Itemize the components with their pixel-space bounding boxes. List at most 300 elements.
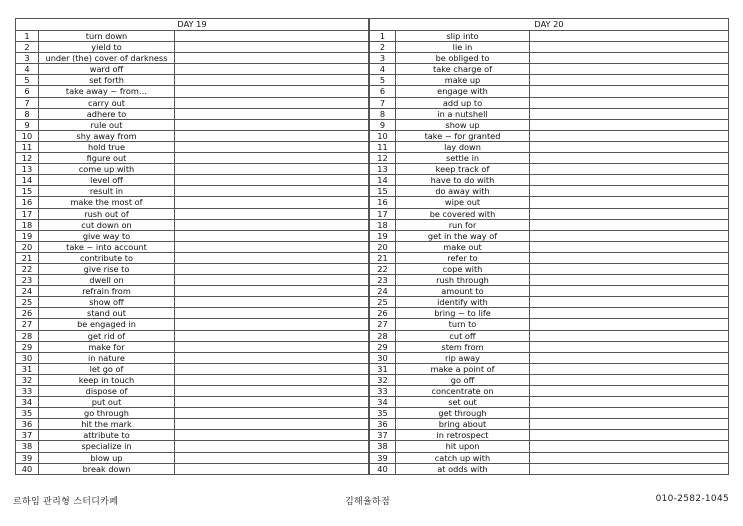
row-number: 20 bbox=[370, 241, 396, 252]
meaning-blank-cell[interactable] bbox=[175, 42, 369, 53]
meaning-blank-cell[interactable] bbox=[530, 42, 729, 53]
row-number: 12 bbox=[16, 153, 39, 164]
table-row bbox=[370, 341, 729, 352]
meaning-blank-cell[interactable] bbox=[175, 208, 369, 219]
table-row bbox=[16, 64, 369, 75]
meaning-blank-cell[interactable] bbox=[175, 286, 369, 297]
phrase-cell: show off bbox=[39, 297, 175, 308]
meaning-blank-cell[interactable] bbox=[175, 341, 369, 352]
row-number: 2 bbox=[16, 42, 39, 53]
meaning-blank-cell[interactable] bbox=[530, 141, 729, 152]
table-row bbox=[370, 197, 729, 208]
meaning-blank-cell[interactable] bbox=[530, 419, 729, 430]
row-number: 39 bbox=[370, 452, 396, 463]
table-row bbox=[16, 308, 369, 319]
table-row bbox=[370, 452, 729, 463]
row-number: 1 bbox=[16, 31, 39, 42]
meaning-blank-cell[interactable] bbox=[530, 341, 729, 352]
meaning-blank-cell[interactable] bbox=[530, 297, 729, 308]
meaning-blank-cell[interactable] bbox=[530, 308, 729, 319]
meaning-blank-cell[interactable] bbox=[530, 430, 729, 441]
table-row bbox=[370, 53, 729, 64]
table-row bbox=[370, 175, 729, 186]
meaning-blank-cell[interactable] bbox=[175, 53, 369, 64]
row-number: 36 bbox=[370, 419, 396, 430]
row-number: 15 bbox=[370, 186, 396, 197]
table-row bbox=[370, 397, 729, 408]
phrase-cell: bring ~ to life bbox=[396, 308, 530, 319]
phrase-cell: turn to bbox=[396, 319, 530, 330]
phrase-cell: be covered with bbox=[396, 208, 530, 219]
phrase-cell: get rid of bbox=[39, 330, 175, 341]
meaning-blank-cell[interactable] bbox=[175, 363, 369, 374]
day19-table bbox=[15, 18, 369, 475]
meaning-blank-cell[interactable] bbox=[530, 463, 729, 474]
meaning-blank-cell[interactable] bbox=[175, 452, 369, 463]
table-row bbox=[370, 186, 729, 197]
meaning-blank-cell[interactable] bbox=[175, 175, 369, 186]
row-number: 20 bbox=[16, 241, 39, 252]
meaning-blank-cell[interactable] bbox=[175, 31, 369, 42]
row-number: 13 bbox=[16, 164, 39, 175]
meaning-blank-cell[interactable] bbox=[530, 363, 729, 374]
meaning-blank-cell[interactable] bbox=[175, 430, 369, 441]
meaning-blank-cell[interactable] bbox=[175, 230, 369, 241]
meaning-blank-cell[interactable] bbox=[175, 408, 369, 419]
table-row bbox=[16, 408, 369, 419]
meaning-blank-cell[interactable] bbox=[175, 297, 369, 308]
meaning-blank-cell[interactable] bbox=[530, 75, 729, 86]
row-number: 1 bbox=[370, 31, 396, 42]
row-number: 27 bbox=[370, 319, 396, 330]
phrase-cell: keep in touch bbox=[39, 374, 175, 385]
phrase-cell: make out bbox=[396, 241, 530, 252]
table-row bbox=[16, 230, 369, 241]
table-row bbox=[16, 219, 369, 230]
phrase-cell: shy away from bbox=[39, 130, 175, 141]
table-row bbox=[370, 463, 729, 474]
phrase-cell: give rise to bbox=[39, 263, 175, 274]
row-number: 39 bbox=[16, 452, 39, 463]
meaning-blank-cell[interactable] bbox=[530, 219, 729, 230]
row-number: 28 bbox=[370, 330, 396, 341]
row-number: 15 bbox=[16, 186, 39, 197]
meaning-blank-cell[interactable] bbox=[530, 386, 729, 397]
table-row bbox=[16, 341, 369, 352]
phrase-cell: have to do with bbox=[396, 175, 530, 186]
table-row bbox=[370, 208, 729, 219]
row-number: 24 bbox=[370, 286, 396, 297]
meaning-blank-cell[interactable] bbox=[530, 64, 729, 75]
table-row bbox=[370, 297, 729, 308]
row-number: 28 bbox=[16, 330, 39, 341]
meaning-blank-cell[interactable] bbox=[530, 275, 729, 286]
phrase-cell: add up to bbox=[396, 97, 530, 108]
row-number: 7 bbox=[370, 97, 396, 108]
table-row bbox=[370, 419, 729, 430]
table-row bbox=[370, 31, 729, 42]
meaning-blank-cell[interactable] bbox=[175, 263, 369, 274]
table-row bbox=[16, 75, 369, 86]
row-number: 27 bbox=[16, 319, 39, 330]
phrase-cell: cope with bbox=[396, 263, 530, 274]
phrase-cell: let go of bbox=[39, 363, 175, 374]
table-row bbox=[16, 397, 369, 408]
table-row bbox=[370, 141, 729, 152]
meaning-blank-cell[interactable] bbox=[530, 330, 729, 341]
row-number: 37 bbox=[370, 430, 396, 441]
table-row bbox=[16, 363, 369, 374]
phrase-cell: stand out bbox=[39, 308, 175, 319]
row-number: 14 bbox=[16, 175, 39, 186]
row-number: 13 bbox=[370, 164, 396, 175]
row-number: 11 bbox=[370, 141, 396, 152]
row-number: 33 bbox=[370, 386, 396, 397]
meaning-blank-cell[interactable] bbox=[530, 31, 729, 42]
phrase-cell: take away ~ from… bbox=[39, 86, 175, 97]
meaning-blank-cell[interactable] bbox=[175, 275, 369, 286]
phrase-cell: turn down bbox=[39, 31, 175, 42]
phrase-cell: adhere to bbox=[39, 108, 175, 119]
meaning-blank-cell[interactable] bbox=[530, 208, 729, 219]
meaning-blank-cell[interactable] bbox=[175, 141, 369, 152]
phrase-cell: go through bbox=[39, 408, 175, 419]
meaning-blank-cell[interactable] bbox=[530, 130, 729, 141]
table-row bbox=[16, 97, 369, 108]
table-row bbox=[370, 286, 729, 297]
row-number: 31 bbox=[16, 363, 39, 374]
row-number: 5 bbox=[370, 75, 396, 86]
row-number: 23 bbox=[370, 275, 396, 286]
row-number: 7 bbox=[16, 97, 39, 108]
phrase-cell: refer to bbox=[396, 252, 530, 263]
row-number: 6 bbox=[16, 86, 39, 97]
phrase-cell: attribute to bbox=[39, 430, 175, 441]
meaning-blank-cell[interactable] bbox=[530, 286, 729, 297]
meaning-blank-cell[interactable] bbox=[175, 419, 369, 430]
row-number: 19 bbox=[16, 230, 39, 241]
table-row bbox=[16, 374, 369, 385]
table-row bbox=[16, 197, 369, 208]
table-row bbox=[16, 186, 369, 197]
row-number: 18 bbox=[370, 219, 396, 230]
row-number: 21 bbox=[370, 252, 396, 263]
phrase-cell: in nature bbox=[39, 352, 175, 363]
meaning-blank-cell[interactable] bbox=[530, 230, 729, 241]
phrase-cell: go off bbox=[396, 374, 530, 385]
day20-title: DAY 20 bbox=[370, 19, 729, 31]
meaning-blank-cell[interactable] bbox=[175, 252, 369, 263]
table-row bbox=[370, 130, 729, 141]
table-row bbox=[16, 141, 369, 152]
row-number: 17 bbox=[370, 208, 396, 219]
table-row bbox=[370, 441, 729, 452]
day19-rows bbox=[16, 31, 369, 475]
row-number: 29 bbox=[370, 341, 396, 352]
table-row bbox=[370, 263, 729, 274]
meaning-blank-cell[interactable] bbox=[175, 119, 369, 130]
meaning-blank-cell[interactable] bbox=[175, 164, 369, 175]
meaning-blank-cell[interactable] bbox=[530, 263, 729, 274]
row-number: 8 bbox=[370, 108, 396, 119]
table-row bbox=[370, 108, 729, 119]
phrase-cell: put out bbox=[39, 397, 175, 408]
phrase-cell: contribute to bbox=[39, 252, 175, 263]
row-number: 25 bbox=[16, 297, 39, 308]
meaning-blank-cell[interactable] bbox=[530, 374, 729, 385]
table-row bbox=[370, 42, 729, 53]
table-row bbox=[370, 374, 729, 385]
table-row bbox=[370, 97, 729, 108]
meaning-blank-cell[interactable] bbox=[530, 408, 729, 419]
table-row bbox=[370, 252, 729, 263]
phrase-cell: dwell on bbox=[39, 275, 175, 286]
phrase-cell: make the most of bbox=[39, 197, 175, 208]
row-number: 35 bbox=[370, 408, 396, 419]
phrase-cell: set forth bbox=[39, 75, 175, 86]
phrase-cell: level off bbox=[39, 175, 175, 186]
phrase-cell: yield to bbox=[39, 42, 175, 53]
row-number: 22 bbox=[370, 263, 396, 274]
meaning-blank-cell[interactable] bbox=[175, 86, 369, 97]
table-row bbox=[370, 408, 729, 419]
phrase-cell: amount to bbox=[396, 286, 530, 297]
row-number: 4 bbox=[370, 64, 396, 75]
table-row bbox=[16, 430, 369, 441]
meaning-blank-cell[interactable] bbox=[175, 197, 369, 208]
meaning-blank-cell[interactable] bbox=[530, 397, 729, 408]
row-number: 32 bbox=[370, 374, 396, 385]
phrase-cell: lay down bbox=[396, 141, 530, 152]
meaning-blank-cell[interactable] bbox=[530, 452, 729, 463]
table-row bbox=[16, 419, 369, 430]
row-number: 38 bbox=[16, 441, 39, 452]
meaning-blank-cell[interactable] bbox=[175, 352, 369, 363]
phrase-cell: get through bbox=[396, 408, 530, 419]
row-number: 3 bbox=[370, 53, 396, 64]
phrase-cell: make up bbox=[396, 75, 530, 86]
table-row bbox=[16, 31, 369, 42]
meaning-blank-cell[interactable] bbox=[175, 386, 369, 397]
row-number: 2 bbox=[370, 42, 396, 53]
phrase-cell: engage with bbox=[396, 86, 530, 97]
row-number: 16 bbox=[16, 197, 39, 208]
table-row bbox=[16, 297, 369, 308]
phrase-cell: rush through bbox=[396, 275, 530, 286]
table-row bbox=[16, 108, 369, 119]
table-row bbox=[16, 86, 369, 97]
meaning-blank-cell[interactable] bbox=[530, 53, 729, 64]
table-row bbox=[370, 75, 729, 86]
phrase-cell: take ~ for granted bbox=[396, 130, 530, 141]
row-number: 22 bbox=[16, 263, 39, 274]
meaning-blank-cell[interactable] bbox=[530, 352, 729, 363]
row-number: 6 bbox=[370, 86, 396, 97]
row-number: 9 bbox=[16, 119, 39, 130]
meaning-blank-cell[interactable] bbox=[530, 197, 729, 208]
table-row bbox=[16, 130, 369, 141]
row-number: 16 bbox=[370, 197, 396, 208]
row-number: 5 bbox=[16, 75, 39, 86]
row-number: 19 bbox=[370, 230, 396, 241]
phrase-cell: cut off bbox=[396, 330, 530, 341]
row-number: 30 bbox=[370, 352, 396, 363]
day20-table bbox=[369, 18, 729, 475]
phrase-cell: run for bbox=[396, 219, 530, 230]
phrase-cell: bring about bbox=[396, 419, 530, 430]
meaning-blank-cell[interactable] bbox=[530, 441, 729, 452]
phrase-cell: at odds with bbox=[396, 463, 530, 474]
row-number: 26 bbox=[16, 308, 39, 319]
phrase-cell: catch up with bbox=[396, 452, 530, 463]
row-number: 26 bbox=[370, 308, 396, 319]
meaning-blank-cell[interactable] bbox=[175, 374, 369, 385]
phrase-cell: give way to bbox=[39, 230, 175, 241]
row-number: 32 bbox=[16, 374, 39, 385]
meaning-blank-cell[interactable] bbox=[175, 397, 369, 408]
phrase-cell: keep track of bbox=[396, 164, 530, 175]
table-row bbox=[16, 286, 369, 297]
table-row bbox=[370, 230, 729, 241]
meaning-blank-cell[interactable] bbox=[175, 330, 369, 341]
phrase-cell: stem from bbox=[396, 341, 530, 352]
phrase-cell: dispose of bbox=[39, 386, 175, 397]
meaning-blank-cell[interactable] bbox=[530, 319, 729, 330]
table-row bbox=[16, 153, 369, 164]
phrase-cell: rip away bbox=[396, 352, 530, 363]
phrase-cell: in a nutshell bbox=[396, 108, 530, 119]
phrase-cell: concentrate on bbox=[396, 386, 530, 397]
phrase-cell: in retrospect bbox=[396, 430, 530, 441]
table-row bbox=[16, 53, 369, 64]
table-row bbox=[370, 241, 729, 252]
meaning-blank-cell[interactable] bbox=[175, 463, 369, 474]
phrase-cell: rush out of bbox=[39, 208, 175, 219]
phrase-cell: hold true bbox=[39, 141, 175, 152]
table-row bbox=[370, 308, 729, 319]
table-row bbox=[370, 319, 729, 330]
row-number: 14 bbox=[370, 175, 396, 186]
meaning-blank-cell[interactable] bbox=[530, 119, 729, 130]
meaning-blank-cell[interactable] bbox=[530, 164, 729, 175]
table-row bbox=[370, 219, 729, 230]
table-row bbox=[370, 153, 729, 164]
row-number: 34 bbox=[370, 397, 396, 408]
meaning-blank-cell[interactable] bbox=[530, 241, 729, 252]
table-row bbox=[16, 252, 369, 263]
day20-rows bbox=[370, 31, 729, 475]
phrase-cell: break down bbox=[39, 463, 175, 474]
meaning-blank-cell[interactable] bbox=[175, 108, 369, 119]
row-number: 3 bbox=[16, 53, 39, 64]
meaning-blank-cell[interactable] bbox=[175, 319, 369, 330]
row-number: 37 bbox=[16, 430, 39, 441]
phrase-cell: result in bbox=[39, 186, 175, 197]
meaning-blank-cell[interactable] bbox=[175, 64, 369, 75]
table-row bbox=[16, 208, 369, 219]
table-row bbox=[16, 263, 369, 274]
phrase-cell: cut down on bbox=[39, 219, 175, 230]
meaning-blank-cell[interactable] bbox=[530, 175, 729, 186]
row-number: 40 bbox=[370, 463, 396, 474]
row-number: 24 bbox=[16, 286, 39, 297]
row-number: 34 bbox=[16, 397, 39, 408]
meaning-blank-cell[interactable] bbox=[175, 308, 369, 319]
phrase-cell: hit upon bbox=[396, 441, 530, 452]
footer-phone: 010-2582-1045 bbox=[655, 494, 729, 504]
table-row bbox=[370, 86, 729, 97]
table-row bbox=[16, 319, 369, 330]
phrase-cell: rule out bbox=[39, 119, 175, 130]
meaning-blank-cell[interactable] bbox=[175, 219, 369, 230]
meaning-blank-cell[interactable] bbox=[530, 186, 729, 197]
row-number: 25 bbox=[370, 297, 396, 308]
row-number: 12 bbox=[370, 153, 396, 164]
meaning-blank-cell[interactable] bbox=[175, 130, 369, 141]
row-number: 8 bbox=[16, 108, 39, 119]
phrase-cell: set out bbox=[396, 397, 530, 408]
row-number: 11 bbox=[16, 141, 39, 152]
table-row bbox=[370, 64, 729, 75]
meaning-blank-cell[interactable] bbox=[530, 252, 729, 263]
footer-cafe-name: 르하임 관리형 스터디카페 bbox=[13, 497, 119, 507]
phrase-cell: settle in bbox=[396, 153, 530, 164]
table-row bbox=[16, 119, 369, 130]
row-number: 9 bbox=[370, 119, 396, 130]
table-row bbox=[370, 164, 729, 175]
meaning-blank-cell[interactable] bbox=[175, 186, 369, 197]
meaning-blank-cell[interactable] bbox=[175, 441, 369, 452]
phrase-cell: refrain from bbox=[39, 286, 175, 297]
table-row bbox=[16, 386, 369, 397]
table-row bbox=[16, 441, 369, 452]
table-row bbox=[16, 452, 369, 463]
meaning-blank-cell[interactable] bbox=[175, 75, 369, 86]
phrase-cell: carry out bbox=[39, 97, 175, 108]
phrase-cell: hit the mark bbox=[39, 419, 175, 430]
meaning-blank-cell[interactable] bbox=[530, 86, 729, 97]
meaning-blank-cell[interactable] bbox=[530, 108, 729, 119]
phrase-cell: make for bbox=[39, 341, 175, 352]
row-number: 21 bbox=[16, 252, 39, 263]
meaning-blank-cell[interactable] bbox=[175, 241, 369, 252]
table-row bbox=[16, 352, 369, 363]
phrase-cell: get in the way of bbox=[396, 230, 530, 241]
table-row bbox=[370, 363, 729, 374]
row-number: 35 bbox=[16, 408, 39, 419]
table-row bbox=[370, 275, 729, 286]
meaning-blank-cell[interactable] bbox=[530, 153, 729, 164]
phrase-cell: identify with bbox=[396, 297, 530, 308]
phrase-cell: slip into bbox=[396, 31, 530, 42]
table-row bbox=[370, 430, 729, 441]
meaning-blank-cell[interactable] bbox=[175, 153, 369, 164]
row-number: 23 bbox=[16, 275, 39, 286]
meaning-blank-cell[interactable] bbox=[175, 97, 369, 108]
row-number: 36 bbox=[16, 419, 39, 430]
phrase-cell: be engaged in bbox=[39, 319, 175, 330]
row-number: 31 bbox=[370, 363, 396, 374]
phrase-cell: do away with bbox=[396, 186, 530, 197]
day19-title: DAY 19 bbox=[16, 19, 369, 31]
phrase-cell: wipe out bbox=[396, 197, 530, 208]
meaning-blank-cell[interactable] bbox=[530, 97, 729, 108]
table-row bbox=[16, 164, 369, 175]
phrase-cell: take ~ into account bbox=[39, 241, 175, 252]
table-row bbox=[16, 275, 369, 286]
table-row bbox=[370, 386, 729, 397]
table-row bbox=[370, 352, 729, 363]
